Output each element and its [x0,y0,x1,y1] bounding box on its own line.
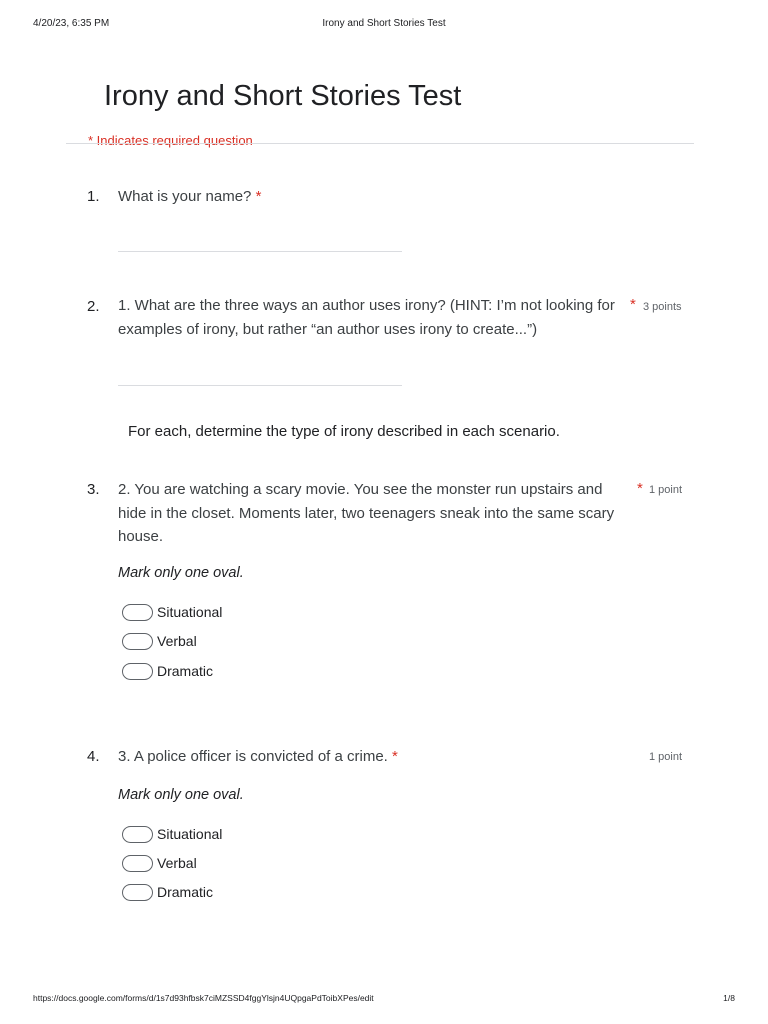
question-2-text [118,294,624,341]
print-footer [33,993,735,1007]
question-3-line-1: 2. You are watching a scary movie. You see the monster run upstairs and [118,481,603,498]
question-4-required-star: * [392,748,398,765]
radio-oval[interactable] [122,826,153,843]
question-3-text [118,478,628,549]
radio-oval[interactable] [122,633,153,650]
question-2-points: 3 points [643,301,682,313]
option-label: Situational [157,826,223,842]
question-4-label: 3. A police officer is convicted of a crime. [118,748,388,765]
question-3-points: 1 point [649,484,683,496]
print-header [33,18,735,32]
question-3-line-3: house. [118,528,164,545]
section-description: For each, determine the type of irony described in each scenario. [128,423,560,440]
option-label: Situational [157,604,223,620]
form-title: Irony and Short Stories Test [104,80,462,112]
option-label: Dramatic [157,663,214,679]
question-1-answer-field[interactable] [118,251,402,252]
page-number: 1/8 [723,993,735,1003]
question-4-number: 4. [87,748,100,765]
question-2-line-1: 1. What are the three ways an author uses irony? (HINT: I’m not looking for [118,297,615,314]
option-label: Verbal [157,855,197,871]
question-3-instruction: Mark only one oval. [118,565,244,581]
question-2-number: 2. [87,298,100,315]
question-4-points: 1 point [649,751,683,763]
question-3-option-verbal[interactable] [122,632,197,650]
question-3-required-star: * [637,480,643,497]
print-title: Irony and Short Stories Test [322,18,446,29]
question-2-required-star: * [630,296,636,313]
radio-oval[interactable] [122,855,153,872]
question-1-text [118,185,261,209]
question-3-number: 3. [87,481,100,498]
question-3-line-2: hide in the closet. Moments later, two teenagers sneak into the same scary [118,504,615,522]
title-divider [66,143,694,144]
question-4-instruction: Mark only one oval. [118,787,244,803]
radio-oval[interactable] [122,884,153,901]
question-1-required-star: * [255,188,262,205]
print-date: 4/20/23, 6:35 PM [33,18,110,29]
radio-oval[interactable] [122,604,153,621]
question-1-number: 1. [87,188,100,205]
question-3-option-dramatic[interactable] [122,662,213,680]
question-2-line-2: examples of irony, but rather “an author uses irony to create...”) [118,320,538,338]
question-4-option-verbal[interactable] [122,854,197,872]
question-4-option-situational[interactable] [122,825,222,843]
question-4-text [118,745,398,769]
question-2-answer-field[interactable] [118,385,402,386]
option-label: Dramatic [157,884,214,900]
radio-oval[interactable] [122,663,153,680]
question-1-label: What is your name? [118,188,252,205]
option-label: Verbal [157,633,197,649]
question-3-option-situational[interactable] [122,603,222,621]
print-url: https://docs.google.com/forms/d/1s7d93hfbsk7ciMZSSD4fggYlsjn4UQpgaPdToibXPes/edit [33,993,374,1003]
required-note: * Indicates required question [88,133,253,148]
question-4-option-dramatic[interactable] [122,883,213,901]
